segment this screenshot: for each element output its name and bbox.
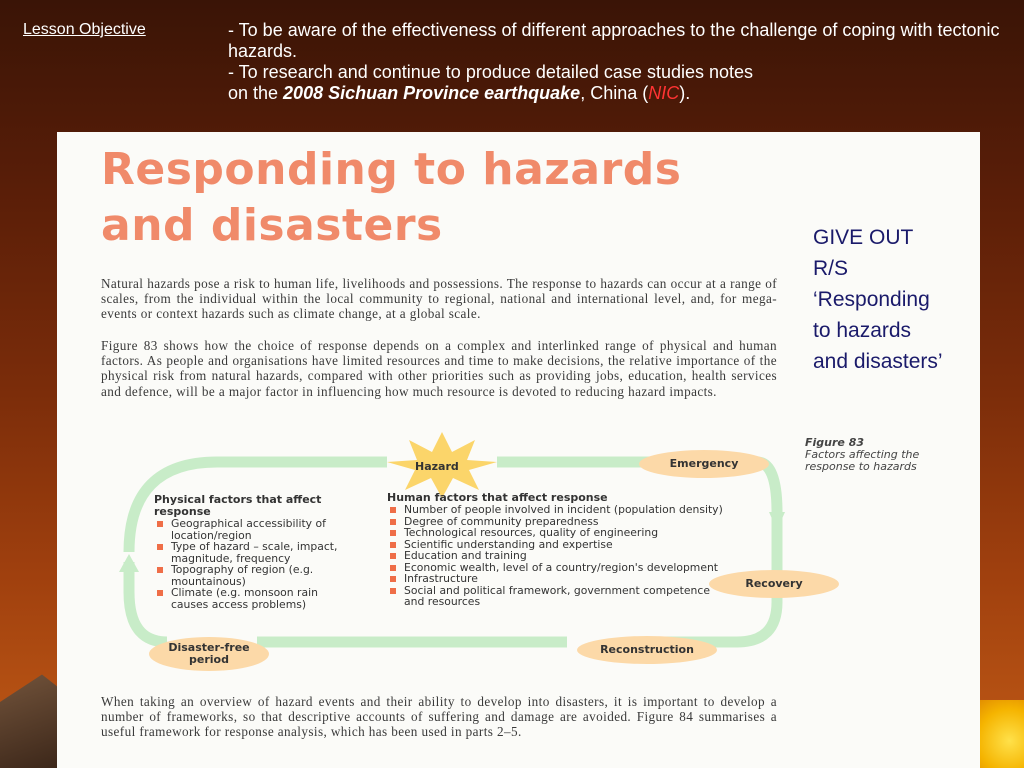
human-factors-title: Human factors that affect response <box>387 491 608 504</box>
physical-factor: Type of hazard – scale, impact, magnitude, frequency <box>154 541 354 564</box>
textbook-scan <box>57 132 980 768</box>
scan-paragraph-1: Natural hazards pose a risk to human life, livelihoods and possessions. The response to hazards can occur at a range of scales, from the individual within the local community to regional, national and international level, and, for mega-events or context hazards such as climate change, at a global scale. <box>101 276 777 322</box>
figure-caption-title: Figure 83 <box>805 436 865 449</box>
human-factor: Number of people involved in incident (population density) <box>387 504 727 516</box>
scan-paragraph-3: When taking an overview of hazard events and their ability to develop into disasters, it is important to develop a number of frameworks, so that descriptive accounts of suffering and damage are avoided. Figure 84 summarises a useful framework for response analysis, which has been used in parts 2–5. <box>101 694 777 740</box>
physical-factors-title: Physical factors that affect response <box>154 493 322 518</box>
give-out-note: GIVE OUT R/S ‘Responding to hazards and disasters’ <box>813 226 943 373</box>
objective-line-2: - To research and continue to produce detailed case studies notes <box>228 62 754 82</box>
figure-caption <box>805 437 965 473</box>
disaster-free-oval: Disaster-free period <box>149 637 269 671</box>
arrow-head-left <box>119 554 139 572</box>
human-factor: Education and training <box>387 550 727 562</box>
human-factor: Degree of community preparedness <box>387 516 727 528</box>
emergency-oval: Emergency <box>639 450 769 478</box>
human-factor: Infrastructure <box>387 573 727 585</box>
scan-paragraph-2: Figure 83 shows how the choice of response depends on a complex and interlinked range of physical and human factors. As people and organisations have limited resources and time to make decisions, the relative importance of the physical risk from natural hazards, compared with other priorities such as providing jobs, education, health services and defence, will be a major factor in influencing how much resource is devoted to reducing hazard impacts. <box>101 338 777 399</box>
figure-caption-text: Factors affecting the response to hazards <box>805 448 920 473</box>
physical-factor: Climate (e.g. monsoon rain causes access problems) <box>154 587 354 610</box>
scan-title: Responding to hazards and disasters <box>101 144 682 251</box>
lesson-objective-label: Lesson Objective <box>23 21 146 38</box>
human-factor: Technological resources, quality of engineering <box>387 527 727 539</box>
case-study-name: 2008 Sichuan Province earthquake <box>283 83 581 103</box>
background-sun <box>976 700 1024 768</box>
human-factor: Social and political framework, government competence and resources <box>387 585 727 608</box>
recovery-oval: Recovery <box>709 570 839 598</box>
human-factor: Economic wealth, level of a country/region's development <box>387 562 727 574</box>
reconstruction-oval: Reconstruction <box>577 636 717 664</box>
objective-line-3: on the 2008 Sichuan Province earthquake, China (NIC). <box>228 83 691 103</box>
lesson-objective-text <box>228 20 1018 104</box>
human-factor: Scientific understanding and expertise <box>387 539 727 551</box>
nic-label: NIC <box>648 83 680 103</box>
physical-factor: Geographical accessibility of location/region <box>154 518 354 541</box>
human-factors-box <box>387 492 727 608</box>
arrow-head-right <box>769 512 785 530</box>
physical-factor: Topography of region (e.g. mountainous) <box>154 564 354 587</box>
physical-factors-box <box>154 494 354 610</box>
hazard-label: Hazard <box>415 460 459 473</box>
objective-line-1: - To be aware of the effectiveness of different approaches to the challenge of coping with tectonic hazards. <box>228 20 1000 61</box>
